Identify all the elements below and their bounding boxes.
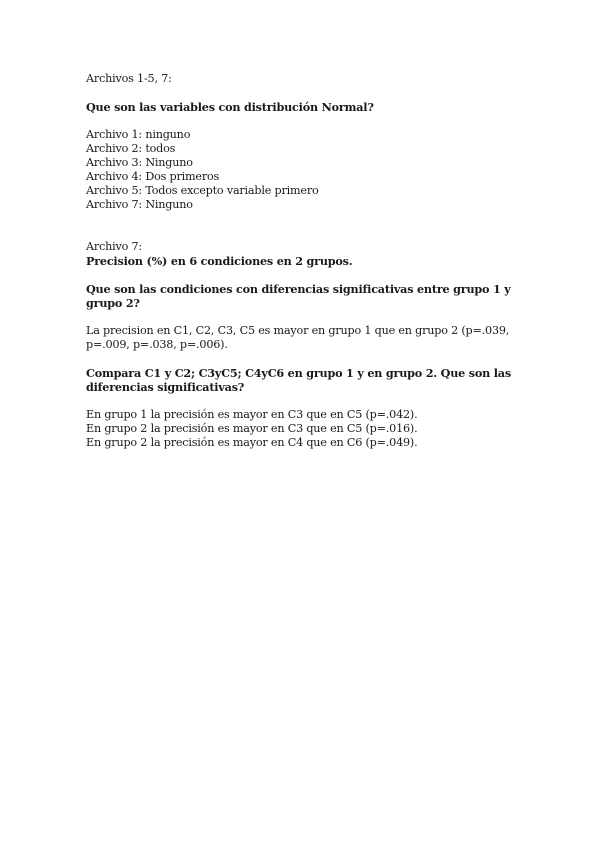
group-differences-answer: La precision en C1, C2, C3, C5 es mayor en grupo 1 que en grupo 2 (p=.039, p=.009, p=.038, p=.006). <box>86 324 510 351</box>
group-differences-question: Que son las condiciones con diferencias significativas entre grupo 1 y grupo 2? <box>86 282 511 310</box>
document-page <box>86 72 526 450</box>
spacer <box>86 86 526 100</box>
files-header: Archivos 1-5, 7: <box>86 72 172 85</box>
spacer <box>86 352 526 366</box>
condition-comparison-answers <box>86 408 526 450</box>
comparison-answer-item: En grupo 1 la precisión es mayor en C3 que en C5 (p=.042). <box>86 408 418 421</box>
comparison-answer-item: En grupo 2 la precisión es mayor en C3 que en C5 (p=.016). <box>86 422 418 435</box>
file-result-item: Archivo 4: Dos primeros <box>86 170 220 183</box>
file-results-list <box>86 128 526 212</box>
spacer <box>86 114 526 128</box>
file7-subtitle: Precision (%) en 6 condiciones en 2 grupos. <box>86 254 353 268</box>
file-result-item: Archivo 7: Ninguno <box>86 198 193 211</box>
file-result-item: Archivo 2: todos <box>86 142 176 155</box>
condition-comparison-question: Compara C1 y C2; C3yC5; C4yC6 en grupo 1 y en grupo 2. Que son las diferencias significativas? <box>86 366 511 394</box>
comparison-answer-item: En grupo 2 la precisión es mayor en C4 que en C6 (p=.049). <box>86 436 418 449</box>
spacer <box>86 268 526 282</box>
spacer <box>86 310 526 324</box>
spacer <box>86 212 526 240</box>
file-result-item: Archivo 3: Ninguno <box>86 156 193 169</box>
file-result-item: Archivo 1: ninguno <box>86 128 191 141</box>
normal-distribution-question: Que son las variables con distribución Normal? <box>86 100 374 114</box>
file7-label: Archivo 7: <box>86 240 142 253</box>
file-result-item: Archivo 5: Todos excepto variable primero <box>86 184 319 197</box>
spacer <box>86 394 526 408</box>
